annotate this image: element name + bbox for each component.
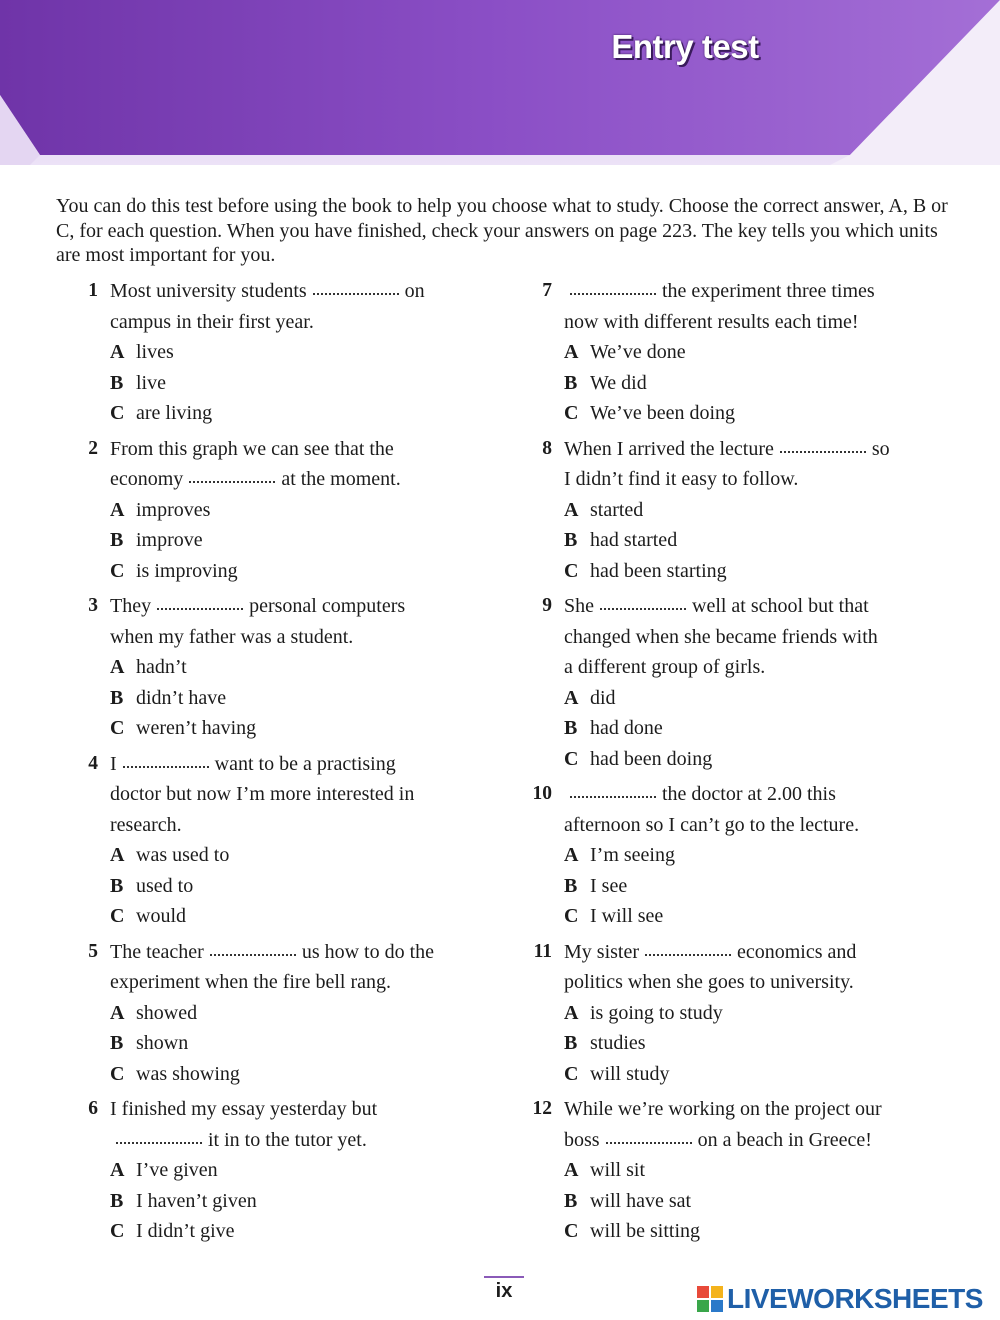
- question-text-before: I: [110, 752, 117, 775]
- question-text-after: the experiment three times now with different results each time!: [564, 280, 875, 333]
- question-text: [110, 591, 476, 652]
- question-3: [76, 591, 476, 744]
- question-1: [76, 276, 476, 429]
- option-text: studies: [590, 1032, 646, 1054]
- option-text: I will see: [590, 905, 664, 927]
- question-4: [76, 749, 476, 932]
- option-text: live: [136, 371, 166, 394]
- option-text: will study: [590, 1062, 670, 1085]
- question-8: [530, 434, 950, 587]
- question-2: [76, 434, 476, 587]
- question-text-after: it in to the tutor yet.: [208, 1128, 367, 1151]
- question-text-before: Most university students: [110, 280, 307, 302]
- option-text: was used to: [136, 844, 230, 866]
- option-text: will sit: [590, 1159, 646, 1181]
- option-letter: A: [110, 1159, 125, 1181]
- option-text: I didn’t give: [136, 1220, 235, 1242]
- answer-option[interactable]: [110, 525, 476, 556]
- question-5: [76, 937, 476, 1090]
- option-text: showed: [136, 1001, 198, 1024]
- question-text: [110, 434, 476, 495]
- question-12: [530, 1094, 950, 1247]
- answer-option[interactable]: [110, 337, 476, 368]
- option-text: started: [590, 498, 644, 521]
- answer-option[interactable]: [564, 1059, 950, 1090]
- option-letter: A: [110, 1001, 125, 1024]
- option-letter: C: [110, 717, 125, 739]
- option-text: did: [590, 686, 616, 709]
- answer-option[interactable]: [564, 1216, 950, 1247]
- question-text-after: the doctor at 2.00 this afternoon so I can’t go to the lecture.: [564, 783, 860, 836]
- questions-right-column: [530, 276, 950, 1252]
- answer-gap[interactable]: [780, 449, 866, 453]
- option-letter: B: [110, 1032, 124, 1054]
- question-number: 9: [542, 595, 552, 616]
- answer-option[interactable]: [110, 1028, 476, 1059]
- question-text-after: well at school but that changed when she became friends with a different group of girls.: [564, 595, 878, 678]
- option-letter: B: [110, 1189, 124, 1212]
- option-text: shown: [136, 1032, 189, 1054]
- questions-left-column: [76, 276, 476, 1252]
- question-number: 1: [88, 280, 98, 301]
- question-7: [530, 276, 950, 429]
- question-text: [110, 749, 476, 841]
- option-letter: C: [564, 1220, 579, 1242]
- answer-option[interactable]: [110, 1216, 476, 1247]
- answer-option[interactable]: [110, 1186, 476, 1217]
- answer-option[interactable]: [564, 1186, 950, 1217]
- question-text-after: so I didn’t find it easy to follow.: [564, 437, 890, 490]
- option-text: I haven’t given: [136, 1189, 257, 1212]
- answer-option[interactable]: [110, 713, 476, 744]
- question-number: 10: [532, 783, 552, 804]
- answer-option[interactable]: [564, 901, 950, 932]
- option-letter: C: [564, 905, 579, 927]
- option-text: didn’t have: [136, 686, 227, 709]
- brand-logo: [697, 1282, 983, 1316]
- option-text: improves: [136, 498, 211, 521]
- question-6: [76, 1094, 476, 1247]
- question-number: 3: [88, 595, 98, 616]
- option-text: We’ve been doing: [590, 402, 735, 424]
- answer-option[interactable]: [110, 652, 476, 683]
- question-number: 2: [88, 437, 98, 459]
- answer-option[interactable]: [564, 871, 950, 902]
- question-text-after: on a beach in Greece!: [697, 1128, 872, 1151]
- option-letter: A: [564, 498, 579, 521]
- option-text: had been doing: [590, 747, 713, 770]
- answer-gap[interactable]: [570, 794, 656, 798]
- option-text: hadn’t: [136, 656, 187, 678]
- answer-gap[interactable]: [600, 606, 686, 610]
- answer-option[interactable]: [110, 683, 476, 714]
- option-letter: C: [564, 402, 579, 424]
- question-text-before: The teacher: [110, 940, 204, 963]
- option-text: improve: [136, 529, 203, 551]
- answer-option[interactable]: [564, 337, 950, 368]
- option-letter: A: [564, 844, 579, 866]
- banner-graphic: [0, 0, 1000, 175]
- answer-option[interactable]: [564, 556, 950, 587]
- question-number: 7: [542, 280, 552, 301]
- answer-option[interactable]: [110, 556, 476, 587]
- question-text-before: While we’re working on the project our boss: [564, 1098, 882, 1151]
- option-letter: C: [110, 905, 125, 927]
- option-letter: A: [564, 341, 579, 363]
- option-letter: B: [564, 717, 578, 739]
- answer-option[interactable]: [564, 998, 950, 1029]
- option-text: We’ve done: [590, 341, 686, 363]
- question-number: 8: [542, 437, 552, 459]
- option-letter: A: [110, 656, 125, 678]
- answer-option[interactable]: [564, 713, 950, 744]
- option-letter: B: [564, 371, 578, 394]
- answer-option[interactable]: [564, 744, 950, 775]
- answer-gap[interactable]: [210, 952, 296, 956]
- option-text: will be sitting: [590, 1220, 700, 1242]
- option-text: lives: [136, 341, 174, 363]
- question-text-after: on campus in their first year.: [110, 280, 425, 333]
- answer-option[interactable]: [110, 368, 476, 399]
- instructions: You can do this test before using the book to help you choose what to study. Choose the correct answer, A, B or C, for each question. When you have finished, check your answers on page 223. The key tells you which units are most important for you.: [56, 195, 948, 266]
- question-text-before: From this graph we can see that the economy: [110, 437, 394, 490]
- option-letter: C: [564, 1062, 579, 1085]
- answer-gap[interactable]: [116, 1140, 202, 1144]
- answer-option[interactable]: [564, 683, 950, 714]
- question-text-after: personal computers when my father was a student.: [110, 595, 406, 648]
- option-letter: C: [110, 1220, 125, 1242]
- answer-gap[interactable]: [570, 291, 656, 295]
- option-text: was showing: [136, 1062, 240, 1085]
- option-letter: C: [110, 559, 125, 582]
- option-letter: B: [564, 874, 578, 897]
- question-text-before: They: [110, 595, 152, 617]
- option-letter: A: [564, 1001, 579, 1024]
- question-text-before: I finished my essay yesterday but: [110, 1098, 378, 1120]
- option-text: weren’t having: [136, 717, 257, 739]
- question-10: [530, 779, 950, 932]
- question-9: [530, 591, 950, 774]
- option-text: are living: [136, 402, 213, 424]
- question-number: 6: [88, 1098, 98, 1119]
- page-number: ix: [484, 1276, 524, 1303]
- option-text: We did: [590, 371, 647, 394]
- question-text: [564, 779, 950, 840]
- option-letter: C: [564, 559, 579, 582]
- option-text: I see: [590, 874, 628, 897]
- question-number: 4: [88, 752, 98, 774]
- answer-option[interactable]: [110, 495, 476, 526]
- option-letter: B: [564, 529, 578, 551]
- answer-gap[interactable]: [157, 606, 243, 610]
- answer-option[interactable]: [110, 901, 476, 932]
- option-text: is going to study: [590, 1001, 723, 1024]
- answer-option[interactable]: [110, 840, 476, 871]
- answer-option[interactable]: [110, 398, 476, 429]
- answer-gap[interactable]: [313, 291, 399, 295]
- option-letter: C: [110, 402, 125, 424]
- answer-option[interactable]: [564, 525, 950, 556]
- answer-gap[interactable]: [645, 952, 731, 956]
- header-banner: [0, 0, 1000, 175]
- option-letter: B: [564, 1189, 578, 1212]
- question-text: [564, 591, 950, 683]
- question-number: 11: [533, 940, 552, 962]
- question-text-before: When I arrived the lecture: [564, 437, 774, 460]
- brand-name: LIVEWORKSHEETS: [727, 1283, 983, 1314]
- option-text: used to: [136, 874, 194, 897]
- answer-option[interactable]: [564, 368, 950, 399]
- question-text-before: My sister: [564, 940, 639, 963]
- option-letter: B: [110, 874, 124, 897]
- option-letter: A: [564, 1159, 579, 1181]
- question-text: [564, 276, 950, 337]
- answer-option[interactable]: [110, 1059, 476, 1090]
- question-text: [110, 937, 476, 998]
- option-text: had been starting: [590, 559, 727, 582]
- answer-option[interactable]: [564, 1155, 950, 1186]
- option-letter: B: [110, 686, 124, 709]
- option-text: had done: [590, 717, 663, 739]
- question-text-after: at the moment.: [281, 468, 401, 490]
- question-text-before: She: [564, 595, 594, 617]
- question-text-after: economics and politics when she goes to university.: [564, 940, 857, 993]
- option-letter: B: [110, 371, 124, 394]
- question-text: [564, 434, 950, 495]
- question-number: 12: [532, 1098, 552, 1119]
- question-text: [564, 1094, 950, 1155]
- option-letter: A: [110, 341, 125, 363]
- answer-gap[interactable]: [123, 764, 209, 768]
- answer-option[interactable]: [564, 840, 950, 871]
- option-letter: A: [110, 844, 125, 866]
- answer-gap[interactable]: [606, 1140, 692, 1144]
- option-text: is improving: [136, 559, 238, 582]
- option-text: I’m seeing: [590, 844, 675, 866]
- answer-option[interactable]: [110, 871, 476, 902]
- answer-option[interactable]: [110, 998, 476, 1029]
- answer-option[interactable]: [564, 1028, 950, 1059]
- option-text: had started: [590, 529, 678, 551]
- option-letter: A: [110, 498, 125, 521]
- option-text: would: [136, 905, 186, 927]
- answer-option[interactable]: [110, 1155, 476, 1186]
- question-text: [110, 1094, 476, 1155]
- option-text: I’ve given: [136, 1159, 218, 1181]
- question-text: [110, 276, 476, 337]
- answer-option[interactable]: [564, 495, 950, 526]
- answer-gap[interactable]: [189, 479, 275, 483]
- question-text: [564, 937, 950, 998]
- option-letter: B: [564, 1032, 578, 1054]
- answer-option[interactable]: [564, 398, 950, 429]
- page-title: Entry test: [611, 28, 759, 65]
- brand-icon: [697, 1286, 723, 1312]
- option-letter: C: [110, 1062, 125, 1085]
- option-letter: C: [564, 747, 579, 770]
- option-letter: A: [564, 686, 579, 709]
- question-text-after: us how to do the experiment when the fire bell rang.: [110, 940, 435, 993]
- question-11: [530, 937, 950, 1090]
- option-letter: B: [110, 529, 124, 551]
- question-number: 5: [88, 940, 98, 962]
- option-text: will have sat: [590, 1189, 692, 1212]
- question-text-after: want to be a practising doctor but now I’m more interested in research.: [110, 752, 415, 836]
